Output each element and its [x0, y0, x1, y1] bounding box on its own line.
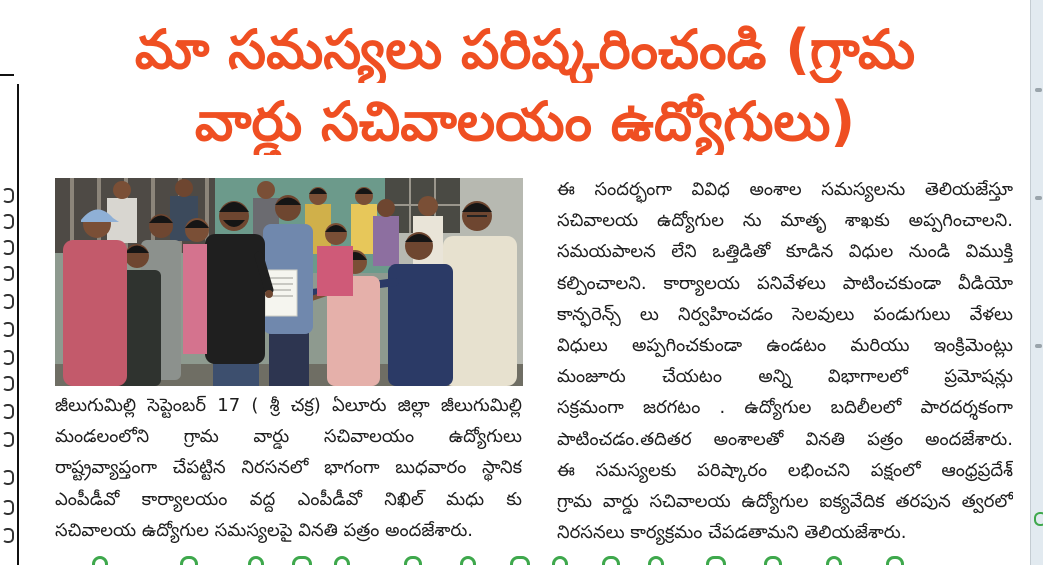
cropped-green-glyph: [602, 556, 620, 565]
headline-line-2: వార్డు సచివాలయం ఉద్యోగులు): [194, 90, 856, 153]
article-line: పాటించడం.తదితర అంశాలతో వినతి పత్రం అందజేశారు.: [557, 428, 1013, 450]
article-line: కాన్ఫరెన్స్ లు నిర్వహించడం సెలవులు పండుగులు వేళలు: [557, 303, 1013, 325]
article-line: ఈ సమస్యలకు పరిష్కారం లభించని పక్షంలో ఆంధ్రప్రదేశ్: [557, 459, 1013, 481]
person-body: [63, 240, 127, 386]
article-body: [557, 174, 1013, 548]
person-body: [317, 246, 353, 296]
news-photo: [55, 178, 523, 386]
caption-line: జీలుగుమిల్లి సెప్టెంబర్ 17 ( శ్రీ చక్ర) ఏలూరు జిల్లా జీలుగుమిల్లి: [55, 395, 522, 416]
person-body: [373, 216, 399, 266]
cropped-glyph: [2, 432, 14, 447]
cropped-glyph: [2, 240, 14, 255]
caption-line: రాష్ట్రవ్యాప్తంగా చేపట్టిన నిరసనలో భాగంగా బుధవారం స్థానిక: [55, 457, 522, 479]
article-line: ఈ సందర్భంగా వివిధ అంశాల సమస్యలను తెలియజేస్తూ: [557, 179, 1013, 200]
person-head: [113, 181, 131, 199]
cropped-green-glyph: [648, 556, 664, 565]
article-line: సక్రమంగా జరగటం . ఉద్యోగుల బదిలీలలో పారదర్శకంగా: [557, 397, 1013, 419]
person-legs: [269, 328, 309, 386]
cropped-green-glyph: [180, 556, 198, 565]
cropped-glyph: [2, 528, 14, 543]
person-body: [183, 244, 207, 354]
cropped-glyph: [2, 188, 14, 203]
photo-caption: [55, 390, 522, 546]
cropped-right-column: [1030, 0, 1043, 565]
cropped-green-glyph: [826, 556, 842, 565]
cropped-green-glyph: [248, 556, 264, 565]
article-line: సచివాలయ ఉద్యోగుల ను మాతృ శాఖకు అప్పగించాలని.: [557, 210, 1013, 232]
news-photo-illustration: [55, 178, 523, 386]
cropped-green-glyph: [1034, 512, 1043, 526]
article-line: కల్పించాలని. కార్యాలయ పనివేళలు పాటించకుండా వీడియో: [557, 272, 1013, 294]
cropped-green-glyph: [706, 556, 726, 565]
cropped-glyph: [2, 350, 14, 365]
cropped-glyph: [2, 294, 14, 309]
cropped-mark: [1035, 196, 1042, 200]
article-line: మంజూరు చేయటం అన్ని విభాగాలలో ప్రమోషన్లు: [557, 366, 1013, 388]
cropped-green-glyph: [510, 556, 530, 565]
article-line: సమయపాలన లేని ఒత్తిడితో కూడిన విధుల నుండి విముక్తి: [557, 241, 1013, 263]
cropped-next-headline: [20, 553, 1020, 565]
person-body: [443, 236, 517, 386]
person-head: [418, 196, 438, 216]
cropped-green-glyph: [764, 556, 782, 565]
person-head: [175, 179, 193, 197]
cropped-green-glyph: [404, 556, 422, 565]
cropped-glyph: [2, 404, 14, 419]
article-line: గ్రామ వార్డు సచివాలయ ఉద్యోగుల ఐక్యవేదిక తరపున త్వరలో: [557, 490, 1013, 512]
cropped-glyph: [2, 214, 14, 229]
column-rule-horizontal: [0, 74, 14, 76]
article-line: విధులు అప్పగించకుండా ఉండటం మరియు ఇంక్రిమెంట్లు: [557, 334, 1013, 356]
headline-line-1: మా సమస్యలు పరిష్కరించండి (గ్రామ: [134, 18, 916, 81]
cropped-green-glyph: [886, 556, 904, 565]
cropped-green-glyph: [334, 556, 350, 565]
cropped-glyph: [2, 470, 14, 485]
cropped-glyph: [2, 266, 14, 281]
cropped-mark: [1035, 344, 1042, 348]
cropped-green-glyph: [292, 556, 312, 565]
cropped-mark: [1035, 88, 1042, 92]
column-rule-vertical: [17, 84, 19, 565]
person-head: [257, 181, 275, 199]
cropped-glyph: [2, 322, 14, 337]
person-hand: [265, 290, 273, 298]
person-head: [377, 199, 395, 217]
cropped-glyph: [2, 500, 14, 515]
cropped-green-glyph: [460, 556, 476, 565]
cropped-neighbor-column: [0, 180, 15, 565]
caption-line: మండలంలోని గ్రామ వార్డు సచివాలయం ఉద్యోగులు: [55, 426, 522, 448]
article-line: నిరసనలు కార్యక్రమం చేపడతామని తెలియజేశారు.: [557, 522, 907, 544]
cropped-green-glyph: [92, 556, 108, 565]
caption-line: సచివాలయ ఉద్యోగుల సమస్యలపై వినతి పత్రం అందజేశారు.: [55, 519, 474, 541]
cropped-glyph: [2, 376, 14, 391]
cropped-green-glyph: [552, 556, 568, 565]
caption-line: ఎంపీడీవో కార్యాలయం వద్ద ఎంపీడీవో నిఖిల్ మధు కు: [55, 488, 522, 510]
